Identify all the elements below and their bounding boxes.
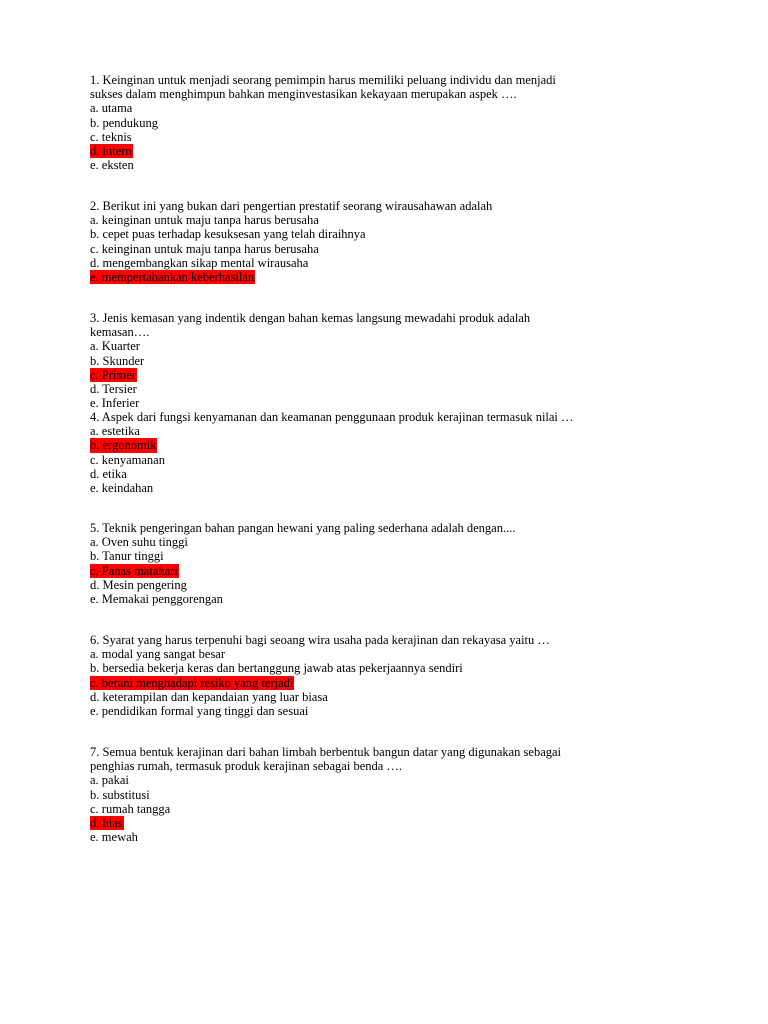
question-6 [90, 633, 710, 718]
option-b: b. substitusi [90, 787, 150, 802]
question-1 [90, 73, 710, 172]
highlighted-answer: b. ergonomik [90, 438, 157, 453]
question-text-line: penghias rumah, termasuk produk kerajinan sebagai benda …. [90, 759, 403, 774]
option-d: d. keterampilan dan kepandaian yang luar biasa [90, 689, 328, 704]
highlighted-answer: c. berani menghadapi resiko yang terjadi [90, 675, 294, 690]
option-e: e. eksten [90, 158, 134, 173]
option-c-answer [90, 564, 710, 578]
option-e: e. mewah [90, 830, 138, 845]
highlighted-answer: c. Primer [90, 367, 136, 382]
option-e: e. pendidikan formal yang tinggi dan sesuai [90, 703, 309, 718]
option-a: a. Kuarter [90, 339, 140, 354]
option-a: a. modal yang sangat besar [90, 647, 226, 662]
option-d: d. etika [90, 466, 127, 481]
option-d: d. Mesin pengering [90, 577, 187, 592]
option-b-answer [90, 438, 710, 452]
question-text-line: 1. Keinginan untuk menjadi seorang pemimpin harus memiliki peluang individu dan menjadi [90, 73, 556, 87]
option-b: b. Skunder [90, 353, 145, 368]
option-c-answer [90, 676, 710, 690]
question-text-line: 2. Berikut ini yang bukan dari pengertian prestatif seorang wirausahawan adalah [90, 199, 493, 213]
question-7 [90, 745, 710, 844]
option-c: c. kenyamanan [90, 452, 165, 467]
option-b: b. bersedia bekerja keras dan bertanggung jawab atas pekerjaannya sendiri [90, 661, 463, 676]
highlighted-answer: d. intern [90, 143, 132, 158]
option-a: a. pakai [90, 773, 129, 788]
option-d-answer [90, 144, 710, 158]
option-b: b. Tanur tinggi [90, 549, 164, 564]
question-text-line: sukses dalam menghimpun bahkan menginvestasikan kekayaan merupakan aspek …. [90, 87, 517, 102]
question-text-line: 6. Syarat yang harus terpenuhi bagi seoang wira usaha pada kerajinan dan rekayasa yaitu … [90, 633, 550, 647]
highlighted-answer: d. hias [90, 815, 123, 830]
option-e-answer [90, 270, 710, 284]
question-5 [90, 521, 710, 606]
highlighted-answer: e. mempertahankan keberhasilan [90, 269, 255, 284]
option-a: a. keinginan untuk maju tanpa harus berusaha [90, 213, 319, 228]
option-a: a. utama [90, 101, 133, 116]
question-2 [90, 199, 710, 284]
option-c: c. keinginan untuk maju tanpa harus berusaha [90, 241, 319, 256]
option-a: a. Oven suhu tinggi [90, 535, 188, 550]
option-b: b. pendukung [90, 115, 159, 130]
option-d: d. Tersier [90, 381, 137, 396]
highlighted-answer: c. Panas matahari [90, 563, 178, 578]
option-e: e. keindahan [90, 480, 154, 495]
question-4 [90, 410, 710, 495]
option-a: a. estetika [90, 424, 140, 439]
question-text-line: 4. Aspek dari fungsi kenyamanan dan keamanan penggunaan produk kerajinan termasuk nilai … [90, 410, 574, 424]
question-text-line: 7. Semua bentuk kerajinan dari bahan limbah berbentuk bangun datar yang digunakan sebagai [90, 745, 562, 759]
question-text-line: kemasan…. [90, 325, 150, 340]
option-e: e. Memakai penggorengan [90, 591, 223, 606]
option-d-answer [90, 816, 710, 830]
option-e: e. Inferier [90, 396, 140, 411]
question-text-line: 5. Teknik pengeringan bahan pangan hewani yang paling sederhana adalah dengan.... [90, 521, 516, 535]
option-c-answer [90, 368, 710, 382]
option-c: c. rumah tangga [90, 801, 171, 816]
option-c: c. teknis [90, 129, 132, 144]
option-b: b. cepet puas terhadap kesuksesan yang telah diraihnya [90, 227, 366, 242]
question-text-line: 3. Jenis kemasan yang indentik dengan bahan kemas langsung mewadahi produk adalah [90, 311, 531, 325]
question-3 [90, 311, 710, 410]
option-d: d. mengembangkan sikap mental wirausaha [90, 255, 309, 270]
